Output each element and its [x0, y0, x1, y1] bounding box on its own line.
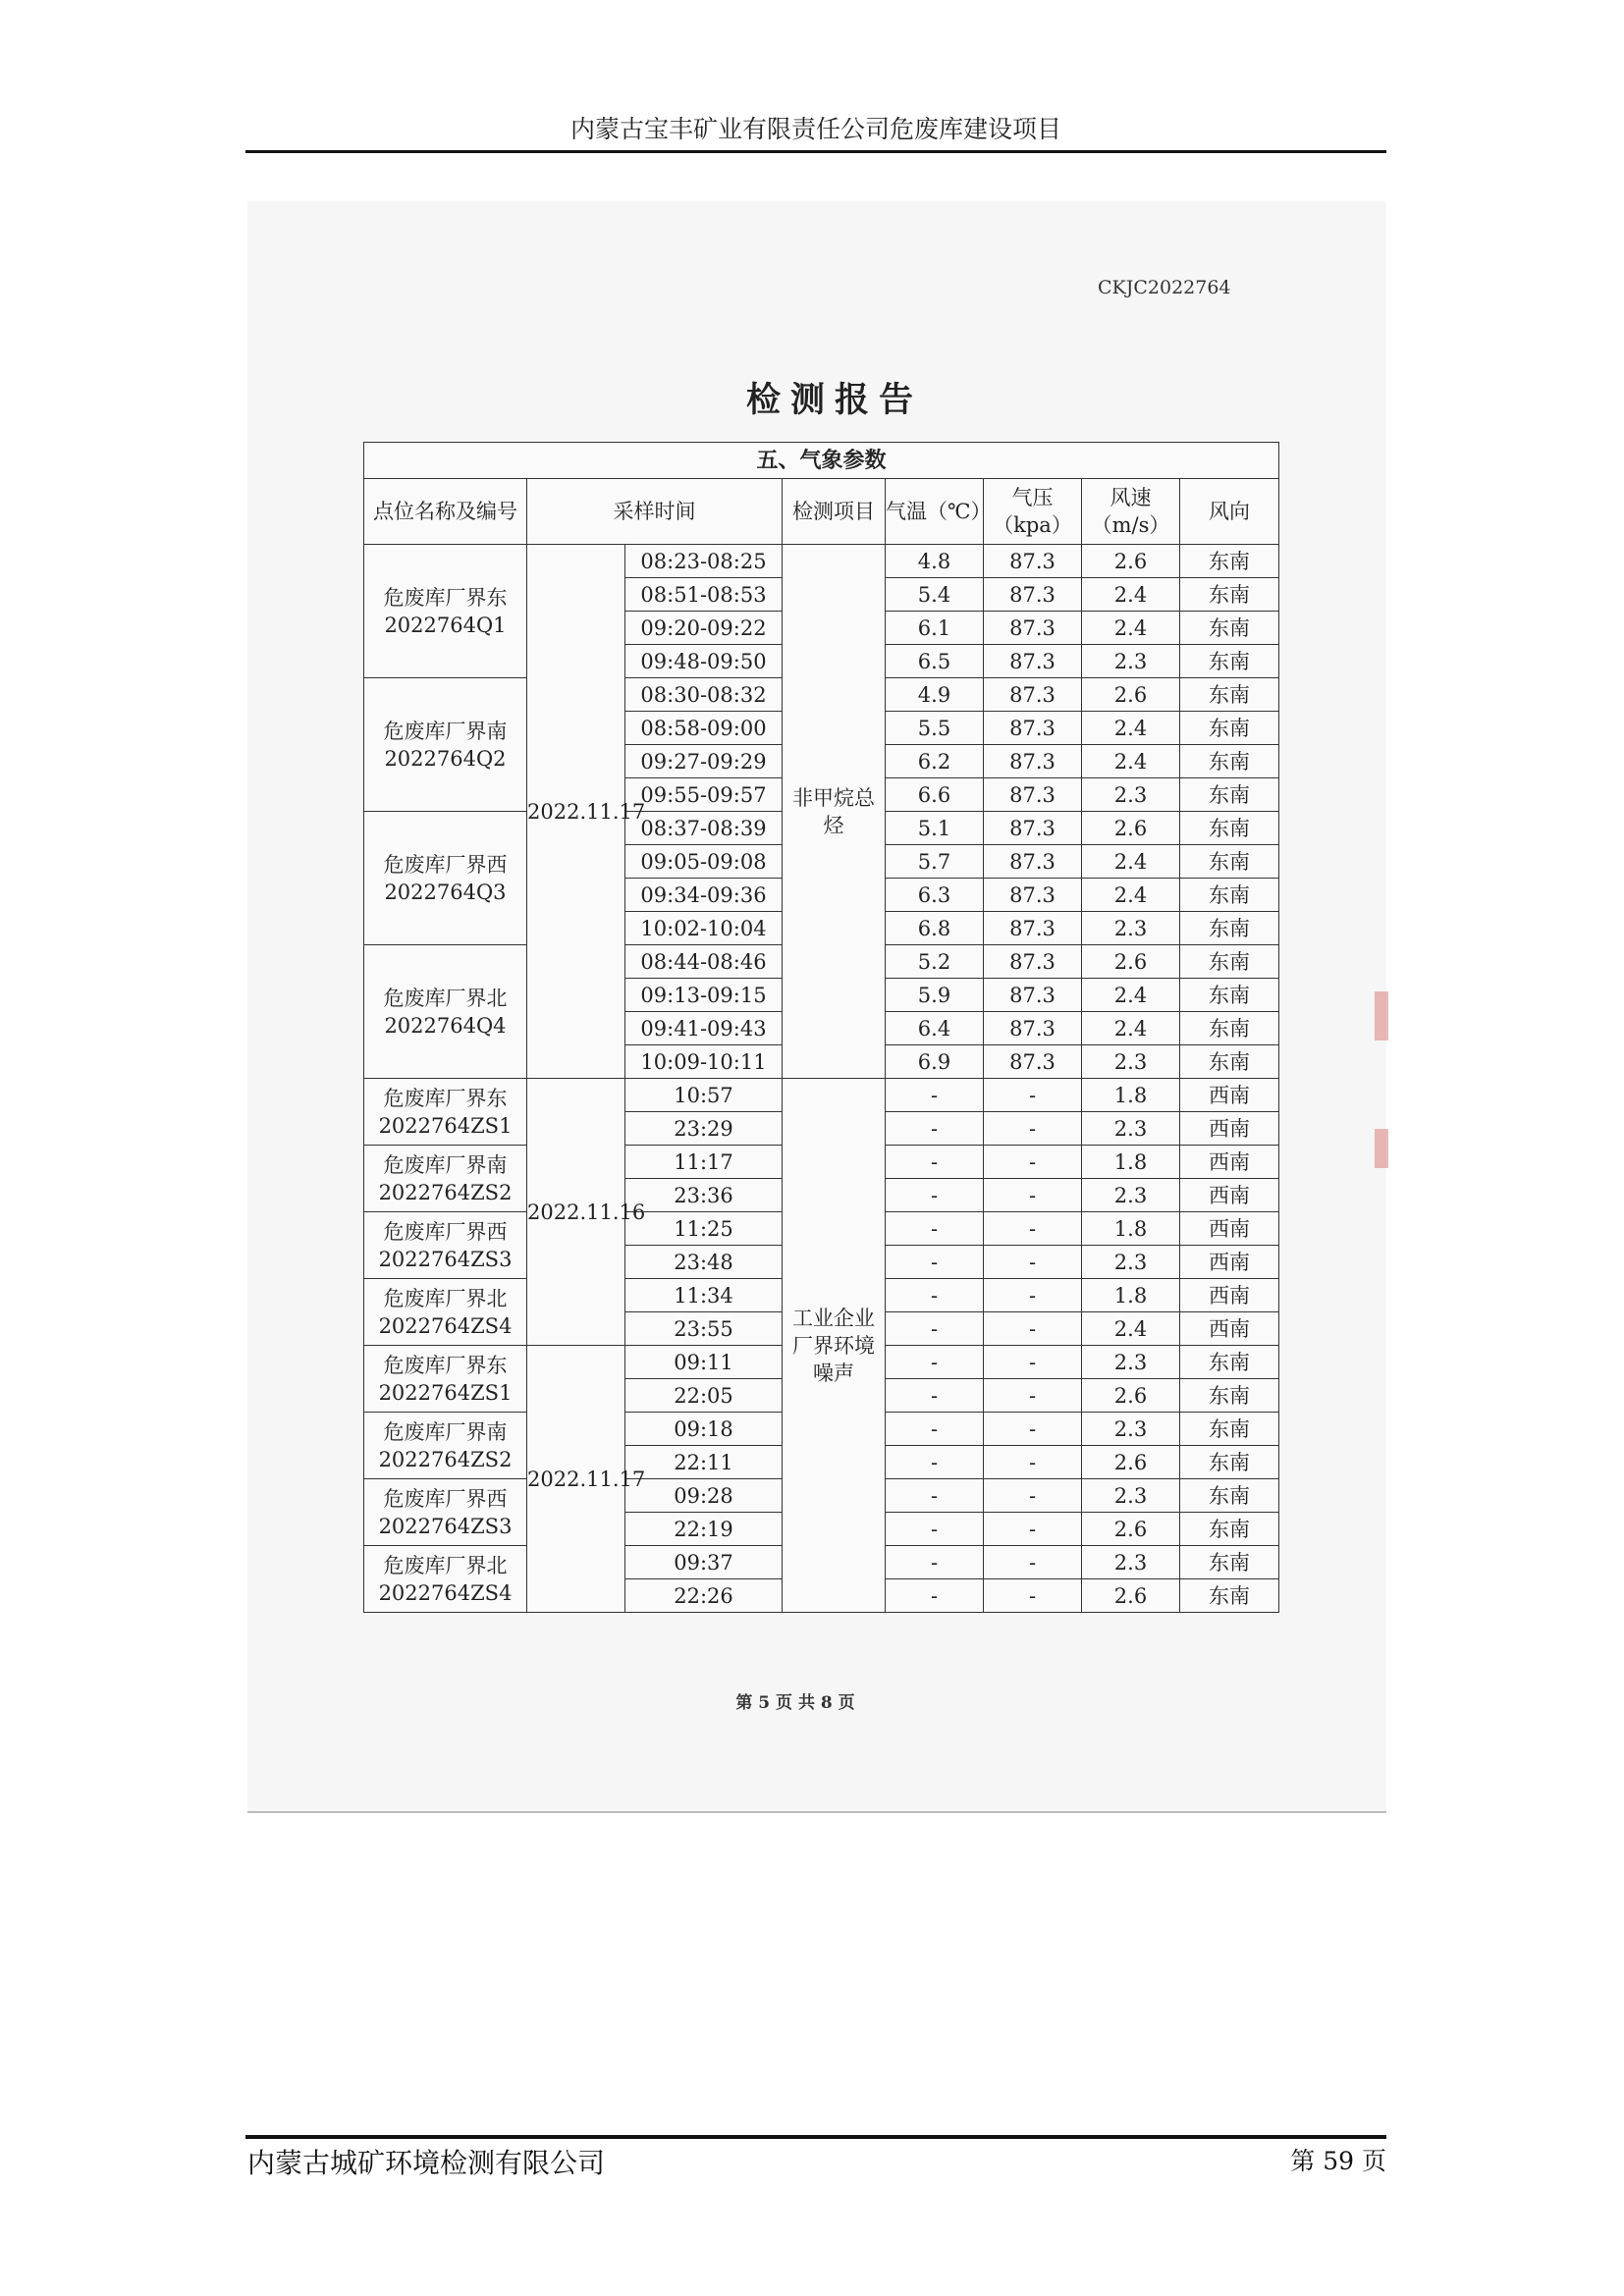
pressure-value: 87.3	[984, 678, 1082, 712]
test-item: 工业企业厂界环境噪声	[783, 1079, 886, 1613]
temperature-value: -	[886, 1079, 984, 1112]
col-point-header: 点位名称及编号	[364, 479, 527, 545]
wind-direction-value: 西南	[1180, 1212, 1279, 1246]
sample-time: 22:11	[625, 1446, 783, 1479]
wind-speed-value: 2.4	[1082, 712, 1180, 745]
wind-speed-value: 2.3	[1082, 1413, 1180, 1446]
pressure-value: 87.3	[984, 778, 1082, 812]
wind-direction-value: 东南	[1180, 845, 1279, 879]
pressure-value: 87.3	[984, 912, 1082, 945]
pressure-value: -	[984, 1212, 1082, 1246]
footer-page-number: 第 59 页	[1290, 2147, 1386, 2175]
wind-speed-value: 2.6	[1082, 678, 1180, 712]
temperature-value: -	[886, 1546, 984, 1579]
temperature-value: 4.9	[886, 678, 984, 712]
sample-time: 10:57	[625, 1079, 783, 1112]
wind-speed-value: 2.3	[1082, 1045, 1180, 1079]
temperature-value: 6.5	[886, 645, 984, 678]
temperature-value: -	[886, 1246, 984, 1279]
temperature-value: 5.7	[886, 845, 984, 879]
wind-speed-value: 2.3	[1082, 912, 1180, 945]
pressure-value: 87.3	[984, 979, 1082, 1012]
sample-time: 10:02-10:04	[625, 912, 783, 945]
pressure-value: -	[984, 1513, 1082, 1546]
sample-time: 11:34	[625, 1279, 783, 1312]
point-name: 危废库厂界南 2022764Q2	[364, 678, 527, 812]
wind-speed-value: 2.4	[1082, 612, 1180, 645]
sample-date: 2022.11.17	[527, 545, 625, 1079]
pressure-value: -	[984, 1479, 1082, 1513]
temperature-value: -	[886, 1513, 984, 1546]
wind-direction-value: 东南	[1180, 812, 1279, 845]
wind-direction-value: 东南	[1180, 945, 1279, 979]
wind-direction-value: 东南	[1180, 1379, 1279, 1413]
wind-direction-value: 东南	[1180, 1513, 1279, 1546]
col-wind-speed-header: 风速（m/s）	[1082, 479, 1180, 545]
temperature-value: 6.3	[886, 879, 984, 912]
wind-direction-value: 西南	[1180, 1312, 1279, 1346]
sample-time: 09:18	[625, 1413, 783, 1446]
point-name: 危废库厂界北 2022764ZS4	[364, 1279, 527, 1346]
point-name: 危废库厂界东 2022764ZS1	[364, 1346, 527, 1413]
temperature-value: -	[886, 1479, 984, 1513]
temperature-value: -	[886, 1279, 984, 1312]
wind-direction-value: 东南	[1180, 1579, 1279, 1613]
seal-mark	[1375, 991, 1388, 1041]
wind-speed-value: 1.8	[1082, 1279, 1180, 1312]
inner-page-number: 第 5 页 共 8 页	[735, 1693, 855, 1713]
temperature-value: 5.4	[886, 578, 984, 612]
temperature-value: 5.1	[886, 812, 984, 845]
sample-time: 09:55-09:57	[625, 778, 783, 812]
pressure-value: -	[984, 1312, 1082, 1346]
document-code: CKJC2022764	[1098, 277, 1231, 298]
wind-direction-value: 东南	[1180, 979, 1279, 1012]
pressure-value: -	[984, 1079, 1082, 1112]
wind-speed-value: 2.4	[1082, 578, 1180, 612]
sample-time: 09:41-09:43	[625, 1012, 783, 1045]
footer-company: 内蒙古城矿环境检测有限公司	[247, 2147, 606, 2179]
sample-time: 09:13-09:15	[625, 979, 783, 1012]
sample-time: 09:27-09:29	[625, 745, 783, 778]
pressure-value: 87.3	[984, 645, 1082, 678]
wind-direction-value: 东南	[1180, 645, 1279, 678]
sample-time: 08:58-09:00	[625, 712, 783, 745]
temperature-value: 6.1	[886, 612, 984, 645]
pressure-value: 87.3	[984, 545, 1082, 578]
temperature-value: 6.4	[886, 1012, 984, 1045]
pressure-value: 87.3	[984, 712, 1082, 745]
wind-speed-value: 2.4	[1082, 745, 1180, 778]
col-time-header: 采样时间	[527, 479, 783, 545]
pressure-value: -	[984, 1246, 1082, 1279]
pressure-value: -	[984, 1279, 1082, 1312]
temperature-value: -	[886, 1446, 984, 1479]
wind-direction-value: 东南	[1180, 879, 1279, 912]
pressure-value: -	[984, 1413, 1082, 1446]
temperature-value: 6.9	[886, 1045, 984, 1079]
wind-speed-value: 2.3	[1082, 1246, 1180, 1279]
pressure-value: 87.3	[984, 578, 1082, 612]
temperature-value: -	[886, 1579, 984, 1613]
point-name: 危废库厂界南 2022764ZS2	[364, 1413, 527, 1479]
wind-direction-value: 西南	[1180, 1279, 1279, 1312]
pressure-value: 87.3	[984, 1012, 1082, 1045]
wind-direction-value: 东南	[1180, 712, 1279, 745]
point-name: 危废库厂界西 2022764ZS3	[364, 1212, 527, 1279]
wind-speed-value: 2.3	[1082, 1346, 1180, 1379]
sample-time: 23:55	[625, 1312, 783, 1346]
sample-date: 2022.11.16	[527, 1079, 625, 1346]
sample-time: 08:51-08:53	[625, 578, 783, 612]
sample-time: 09:11	[625, 1346, 783, 1379]
sample-time: 09:37	[625, 1546, 783, 1579]
wind-speed-value: 2.4	[1082, 1012, 1180, 1045]
pressure-value: -	[984, 1112, 1082, 1146]
sample-time: 11:17	[625, 1146, 783, 1179]
test-item: 非甲烷总烃	[783, 545, 886, 1079]
temperature-value: 4.8	[886, 545, 984, 578]
wind-speed-value: 2.6	[1082, 945, 1180, 979]
point-name: 危废库厂界北 2022764Q4	[364, 945, 527, 1079]
sample-time: 22:05	[625, 1379, 783, 1413]
point-name: 危废库厂界东 2022764ZS1	[364, 1079, 527, 1146]
pressure-value: -	[984, 1446, 1082, 1479]
wind-direction-value: 东南	[1180, 1012, 1279, 1045]
wind-direction-value: 东南	[1180, 1446, 1279, 1479]
point-name: 危废库厂界西 2022764Q3	[364, 812, 527, 945]
wind-speed-value: 2.6	[1082, 1579, 1180, 1613]
pressure-value: -	[984, 1146, 1082, 1179]
sample-time: 23:36	[625, 1179, 783, 1212]
point-name: 危废库厂界西 2022764ZS3	[364, 1479, 527, 1546]
temperature-value: 5.9	[886, 979, 984, 1012]
wind-direction-value: 西南	[1180, 1079, 1279, 1112]
wind-direction-value: 东南	[1180, 912, 1279, 945]
point-name: 危废库厂界北 2022764ZS4	[364, 1546, 527, 1613]
wind-direction-value: 东南	[1180, 1413, 1279, 1446]
wind-speed-value: 2.6	[1082, 545, 1180, 578]
pressure-value: -	[984, 1546, 1082, 1579]
sample-time: 08:23-08:25	[625, 545, 783, 578]
temperature-value: -	[886, 1179, 984, 1212]
wind-speed-value: 2.4	[1082, 979, 1180, 1012]
wind-direction-value: 东南	[1180, 1045, 1279, 1079]
pressure-value: -	[984, 1579, 1082, 1613]
temperature-value: -	[886, 1146, 984, 1179]
wind-speed-value: 2.3	[1082, 1546, 1180, 1579]
table-body	[364, 545, 1279, 1613]
wind-direction-value: 西南	[1180, 1246, 1279, 1279]
wind-speed-value: 2.4	[1082, 879, 1180, 912]
pressure-value: 87.3	[984, 745, 1082, 778]
section-title: 五、气象参数	[364, 443, 1279, 479]
temperature-value: 6.8	[886, 912, 984, 945]
sample-time: 09:34-09:36	[625, 879, 783, 912]
pressure-value: 87.3	[984, 845, 1082, 879]
wind-speed-value: 1.8	[1082, 1079, 1180, 1112]
wind-speed-value: 2.6	[1082, 1446, 1180, 1479]
wind-speed-value: 2.3	[1082, 1479, 1180, 1513]
scan-divider	[247, 1811, 1386, 1813]
wind-speed-value: 1.8	[1082, 1212, 1180, 1246]
page-header: 内蒙古宝丰矿业有限责任公司危废库建设项目	[569, 115, 1061, 143]
wind-direction-value: 西南	[1180, 1179, 1279, 1212]
sample-time: 09:28	[625, 1479, 783, 1513]
wind-direction-value: 西南	[1180, 1112, 1279, 1146]
pressure-value: 87.3	[984, 812, 1082, 845]
wind-speed-value: 1.8	[1082, 1146, 1180, 1179]
wind-speed-value: 2.3	[1082, 1112, 1180, 1146]
sample-time: 22:19	[625, 1513, 783, 1546]
temperature-value: -	[886, 1379, 984, 1413]
temperature-value: -	[886, 1346, 984, 1379]
wind-direction-value: 东南	[1180, 678, 1279, 712]
wind-direction-value: 东南	[1180, 1546, 1279, 1579]
wind-speed-value: 2.3	[1082, 778, 1180, 812]
temperature-value: 5.5	[886, 712, 984, 745]
sample-date: 2022.11.17	[527, 1346, 625, 1613]
col-temp-header: 气温（℃）	[886, 479, 984, 545]
pressure-value: 87.3	[984, 612, 1082, 645]
wind-direction-value: 东南	[1180, 1479, 1279, 1513]
wind-speed-value: 2.4	[1082, 1312, 1180, 1346]
sample-time: 08:30-08:32	[625, 678, 783, 712]
sample-time: 09:20-09:22	[625, 612, 783, 645]
col-wind-dir-header: 风向	[1180, 479, 1279, 545]
wind-direction-value: 西南	[1180, 1146, 1279, 1179]
wind-speed-value: 2.3	[1082, 1179, 1180, 1212]
wind-direction-value: 东南	[1180, 745, 1279, 778]
wind-direction-value: 东南	[1180, 545, 1279, 578]
wind-speed-value: 2.6	[1082, 1379, 1180, 1413]
pressure-value: -	[984, 1379, 1082, 1413]
pressure-value: -	[984, 1179, 1082, 1212]
temperature-value: 6.2	[886, 745, 984, 778]
wind-speed-value: 2.4	[1082, 845, 1180, 879]
footer-divider	[245, 2135, 1386, 2139]
sample-time: 22:26	[625, 1579, 783, 1613]
sample-time: 10:09-10:11	[625, 1045, 783, 1079]
pressure-value: 87.3	[984, 879, 1082, 912]
col-pressure-header: 气压（kpa）	[984, 479, 1082, 545]
wind-speed-value: 2.3	[1082, 645, 1180, 678]
table-row	[364, 1079, 1279, 1112]
pressure-value: 87.3	[984, 945, 1082, 979]
wind-direction-value: 东南	[1180, 612, 1279, 645]
sample-time: 08:37-08:39	[625, 812, 783, 845]
header-divider	[245, 150, 1386, 153]
seal-mark	[1375, 1129, 1388, 1168]
temperature-value: -	[886, 1112, 984, 1146]
sample-time: 11:25	[625, 1212, 783, 1246]
wind-direction-value: 东南	[1180, 778, 1279, 812]
temperature-value: -	[886, 1413, 984, 1446]
wind-direction-value: 东南	[1180, 1346, 1279, 1379]
sample-time: 08:44-08:46	[625, 945, 783, 979]
temperature-value: 5.2	[886, 945, 984, 979]
sample-time: 23:48	[625, 1246, 783, 1279]
pressure-value: -	[984, 1346, 1082, 1379]
point-name: 危废库厂界东 2022764Q1	[364, 545, 527, 678]
sample-time: 09:05-09:08	[625, 845, 783, 879]
sample-time: 23:29	[625, 1112, 783, 1146]
sample-time: 09:48-09:50	[625, 645, 783, 678]
wind-speed-value: 2.6	[1082, 1513, 1180, 1546]
pressure-value: 87.3	[984, 1045, 1082, 1079]
point-name: 危废库厂界南 2022764ZS2	[364, 1146, 527, 1212]
meteorological-table	[363, 442, 1279, 1613]
col-item-header: 检测项目	[783, 479, 886, 545]
report-title: 检测报告	[745, 380, 923, 420]
temperature-value: -	[886, 1312, 984, 1346]
temperature-value: -	[886, 1212, 984, 1246]
temperature-value: 6.6	[886, 778, 984, 812]
wind-direction-value: 东南	[1180, 578, 1279, 612]
table-row	[364, 545, 1279, 578]
wind-speed-value: 2.6	[1082, 812, 1180, 845]
